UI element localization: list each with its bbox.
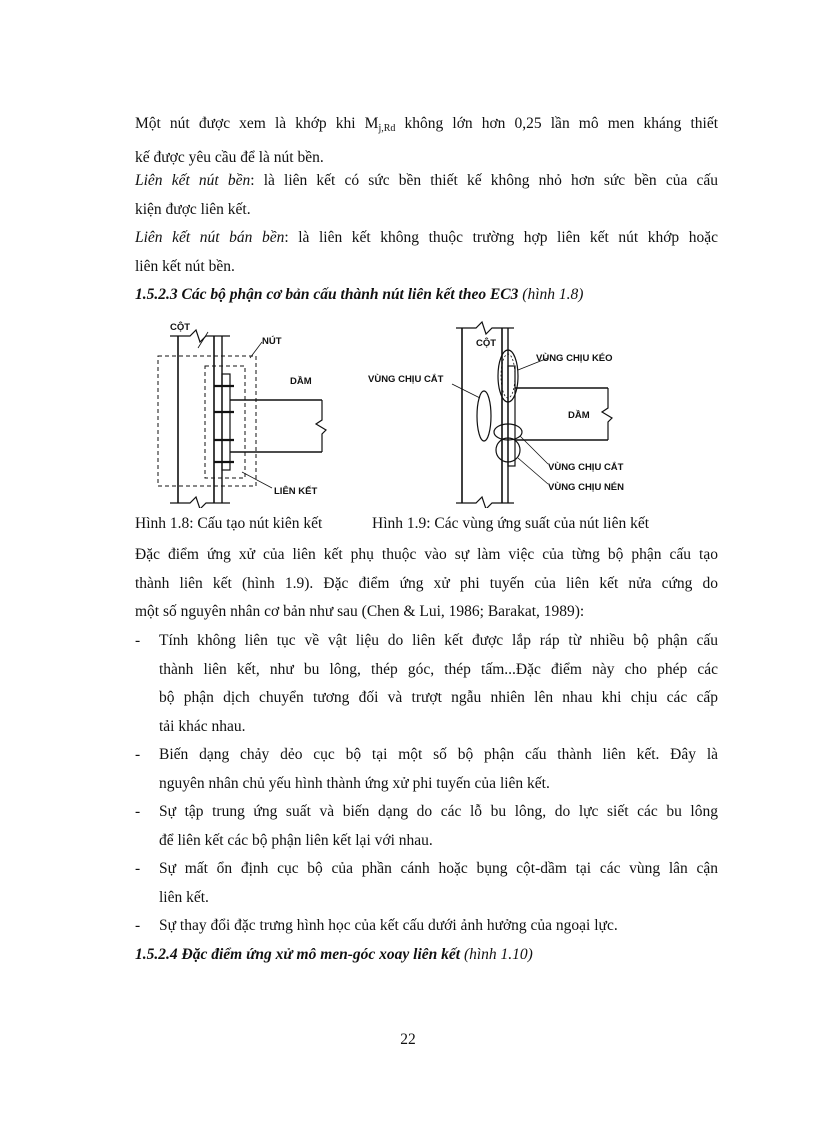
- caption-figure-1-9: Hình 1.9: Các vùng ứng suất của nút liên kết: [372, 515, 650, 532]
- list-item: [135, 627, 718, 741]
- para1-line2: kế được yêu cầu để là nút bền.: [135, 148, 324, 166]
- bullet3-line1: Sự tập trung ứng suất và biến dạng do các lỗ bu lông, do lực siết các bu lông: [159, 803, 718, 820]
- para2-line2: kiện được liên kết.: [135, 200, 251, 218]
- para4-line3: một số nguyên nhân cơ bản như sau (Chen & Lui, 1986; Barakat, 1989):: [135, 603, 585, 620]
- label-beam: DẦM: [568, 410, 590, 421]
- heading1-title: 1.5.2.3 Các bộ phận cơ bản cấu thành nút liên kết theo EC3: [135, 286, 519, 303]
- para3-line1: : là liên kết không thuộc trường hợp liên kết nút khớp hoặc: [284, 229, 718, 246]
- bullet1-line3: bộ phận dịch chuyển tương đối và trượt ngẫu nhiên lên nhau khi chịu các cấp: [159, 689, 718, 706]
- section-heading-1-5-2-3: [135, 281, 718, 310]
- bullet-dash: -: [135, 803, 141, 820]
- para1-subscript: j,Rd: [378, 123, 396, 134]
- bullet-list: [135, 627, 718, 941]
- list-item: [135, 798, 718, 855]
- bullet2-line1: Biến dạng chảy dẻo cục bộ tại một số bộ phận cấu thành liên kết. Đây là: [159, 746, 718, 763]
- bullet4-line1: Sự mất ổn định cục bộ của phần cánh hoặc bụng cột-dầm tại các vùng lân cận: [159, 860, 718, 877]
- para1-line1-a: Một nút được xem là khớp khi M: [135, 115, 379, 132]
- paragraph-partial-strength: [135, 224, 718, 281]
- label-shear-zone-left: VÙNG CHỊU CẮT: [368, 374, 444, 385]
- list-item: [135, 855, 718, 912]
- label-node: NÚT: [262, 336, 282, 347]
- bullet1-line1: Tính không liên tục về vật liệu do liên kết được lắp ráp từ nhiều bộ phận cấu: [159, 632, 718, 649]
- bullet5-line1: Sự thay đổi đặc trưng hình học của kết cấu dưới ảnh hưởng của ngoại lực.: [159, 917, 618, 934]
- label-beam: DẦM: [290, 376, 312, 387]
- section-heading-1-5-2-4: [135, 941, 718, 970]
- heading2-ref: (hình 1.10): [460, 946, 533, 963]
- bullet-dash: -: [135, 860, 141, 877]
- page-number: 22: [400, 1031, 416, 1048]
- figure-1-8-joint-structure: [150, 318, 350, 513]
- bullet1-line4: tải khác nhau.: [159, 717, 246, 735]
- label-column: CỘT: [170, 322, 191, 333]
- bullet-dash: -: [135, 632, 141, 649]
- term-full-strength: Liên kết nút bền: [135, 172, 251, 189]
- caption-figure-1-8: Hình 1.8: Cấu tạo nút kiên kết: [135, 515, 323, 532]
- label-tension-zone: VÙNG CHỊU KÉO: [536, 353, 613, 364]
- label-column: CỘT: [476, 338, 497, 349]
- bullet3-line2: để liên kết các bộ phận liên kết lại với nhau.: [159, 831, 433, 849]
- para3-line2: liên kết nút bền.: [135, 257, 235, 275]
- term-partial-strength: Liên kết nút bán bền: [135, 229, 285, 246]
- heading2-title: 1.5.2.4 Đặc điểm ứng xử mô men-góc xoay liên kết: [135, 946, 461, 963]
- figure-1-9-svg: [368, 318, 653, 508]
- para1-line1-b: không lớn hơn 0,25 lần mô men kháng thiết: [395, 115, 719, 132]
- label-compression-zone: VÙNG CHỊU NÉN: [548, 482, 625, 493]
- bullet4-line2: liên kết.: [159, 888, 209, 906]
- label-connection: LIÊN KẾT: [274, 486, 318, 497]
- paragraph-behavior: [135, 541, 718, 627]
- figure-1-8-svg: [150, 318, 350, 508]
- heading1-ref: (hình 1.8): [518, 286, 584, 303]
- para2-line1: : là liên kết có sức bền thiết kế không nhỏ hơn sức bền của cấu: [250, 172, 718, 189]
- list-item: [135, 741, 718, 798]
- bullet2-line2: nguyên nhân chủ yếu hình thành ứng xử phi tuyến của liên kết.: [159, 774, 550, 792]
- para4-line2: thành liên kết (hình 1.9). Đặc điểm ứng xử phi tuyến của liên kết nửa cứng do: [135, 574, 718, 592]
- bullet-dash: -: [135, 917, 141, 934]
- label-shear-zone-right: VÙNG CHỊU CẮT: [548, 462, 624, 473]
- para4-line1: Đặc điểm ứng xử của liên kết phụ thuộc vào sự làm việc của từng bộ phận cấu tạo: [135, 546, 718, 563]
- bullet1-line2: thành liên kết, như bu lông, thép góc, thép tấm...Đặc điểm này cho phép các: [159, 660, 718, 678]
- paragraph-full-strength: [135, 167, 718, 224]
- bullet-dash: -: [135, 746, 141, 763]
- paragraph-pinned-joint: [135, 110, 718, 172]
- figure-1-9-stress-zones: [368, 318, 653, 513]
- list-item: [135, 912, 718, 941]
